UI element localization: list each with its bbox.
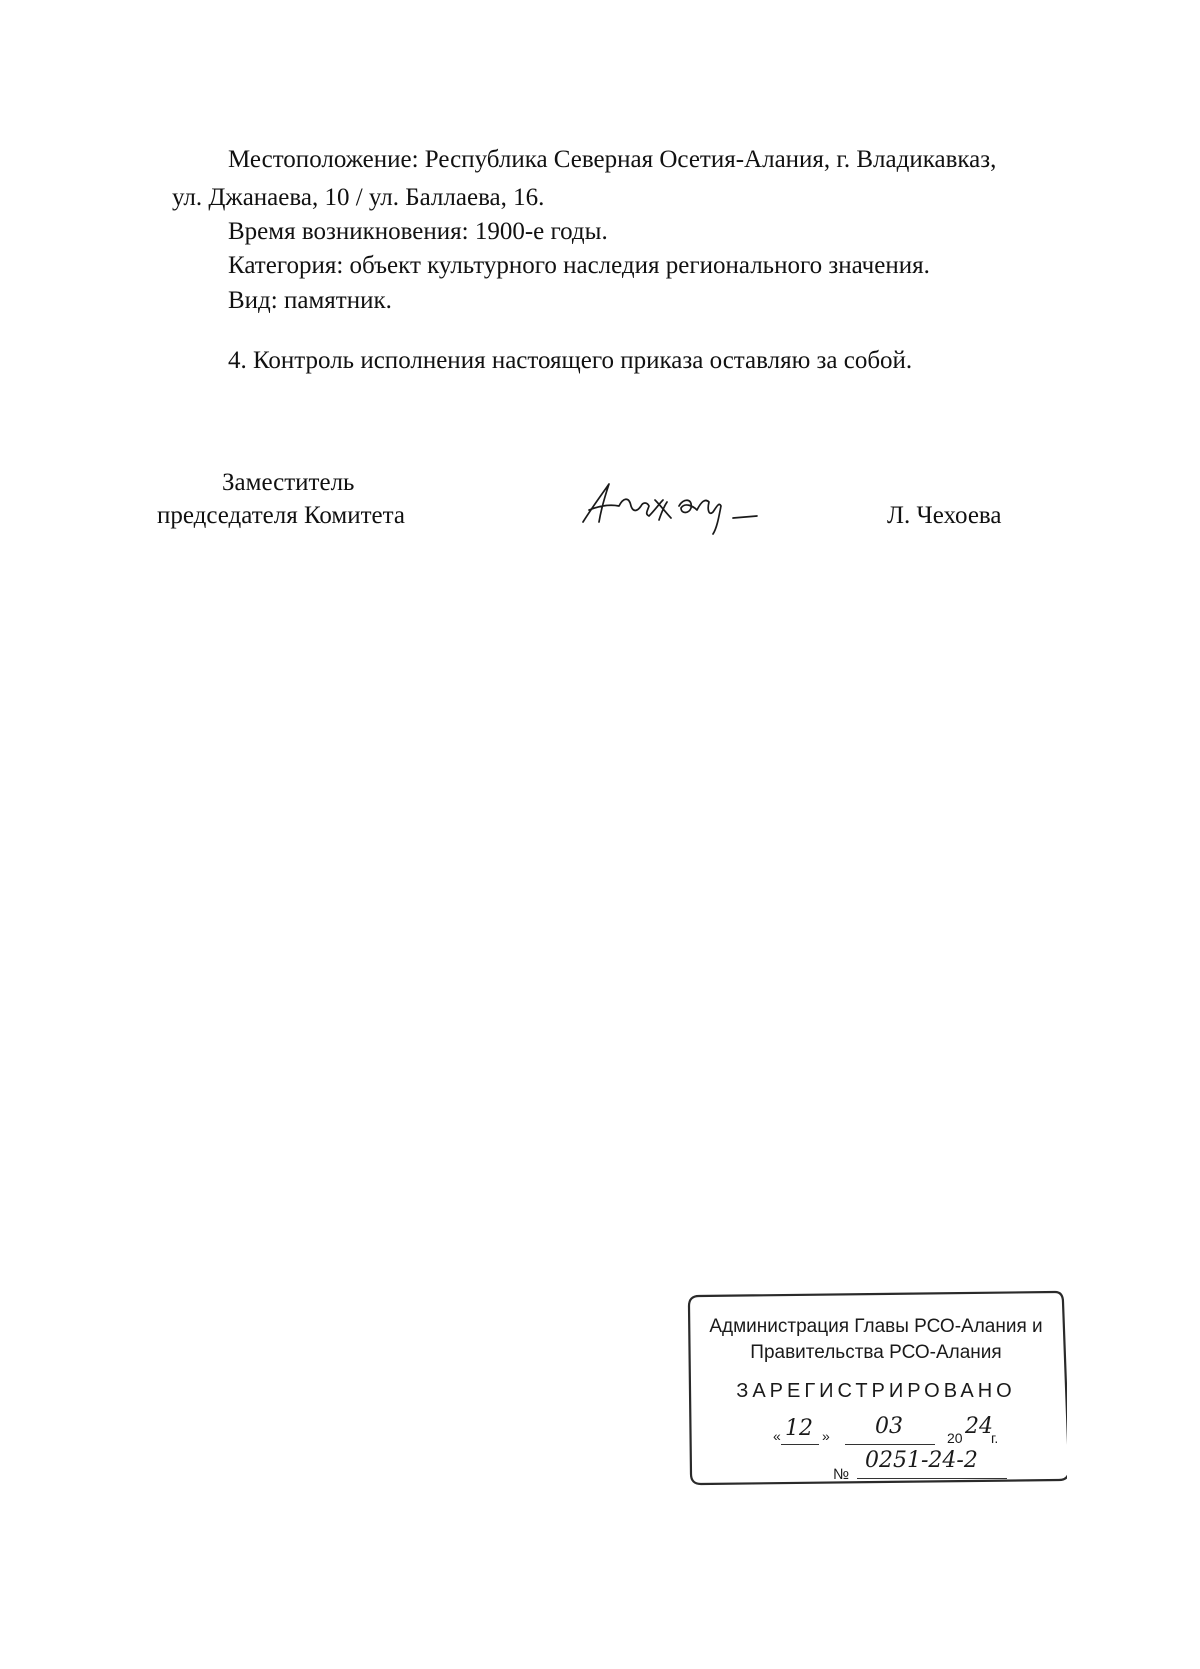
item-4-line: 4. Контроль исполнения настоящего приказа оставляю за собой. [228, 347, 913, 374]
handwritten-signature [575, 476, 775, 536]
stamp-date-quote-close: » [822, 1428, 830, 1444]
stamp-date-day: 12 [785, 1416, 813, 1441]
stamp-date-day-underline [781, 1444, 819, 1445]
stamp-date-year-suffix: 24 [965, 1414, 993, 1439]
location-continuation-line: ул. Джанаева, 10 / ул. Баллаева, 16. [172, 184, 545, 211]
kind-line: Вид: памятник. [228, 287, 392, 314]
registration-stamp [685, 1288, 1067, 1486]
stamp-registration-number: 0251-24-2 [865, 1448, 978, 1473]
stamp-date-quote-open: « [773, 1428, 781, 1444]
stamp-date-month-underline [845, 1444, 935, 1445]
stamp-number-label: № [833, 1466, 850, 1483]
signatory-title-line2: председателя Комитета [157, 502, 405, 529]
signatory-title-line1: Заместитель [222, 469, 355, 496]
signatory-name: Л. Чехоева [887, 502, 1002, 529]
category-line: Категория: объект культурного наследия регионального значения. [228, 252, 930, 279]
stamp-organization-line1: Администрация Главы РСО-Алания и [709, 1316, 1043, 1337]
stamp-date-year-prefix: 20 [947, 1430, 963, 1446]
stamp-number-underline [857, 1478, 1007, 1479]
stamp-registered-label: ЗАРЕГИСТРИРОВАНО [736, 1380, 1016, 1402]
stamp-organization-line2: Правительства РСО-Алания [750, 1342, 1002, 1363]
location-line: Местоположение: Республика Северная Осетия-Алания, г. Владикавказ, [228, 146, 997, 173]
stamp-date-year-mark: г. [991, 1430, 999, 1446]
origin-time-line: Время возникновения: 1900-е годы. [228, 218, 608, 245]
stamp-date-month: 03 [875, 1414, 903, 1439]
